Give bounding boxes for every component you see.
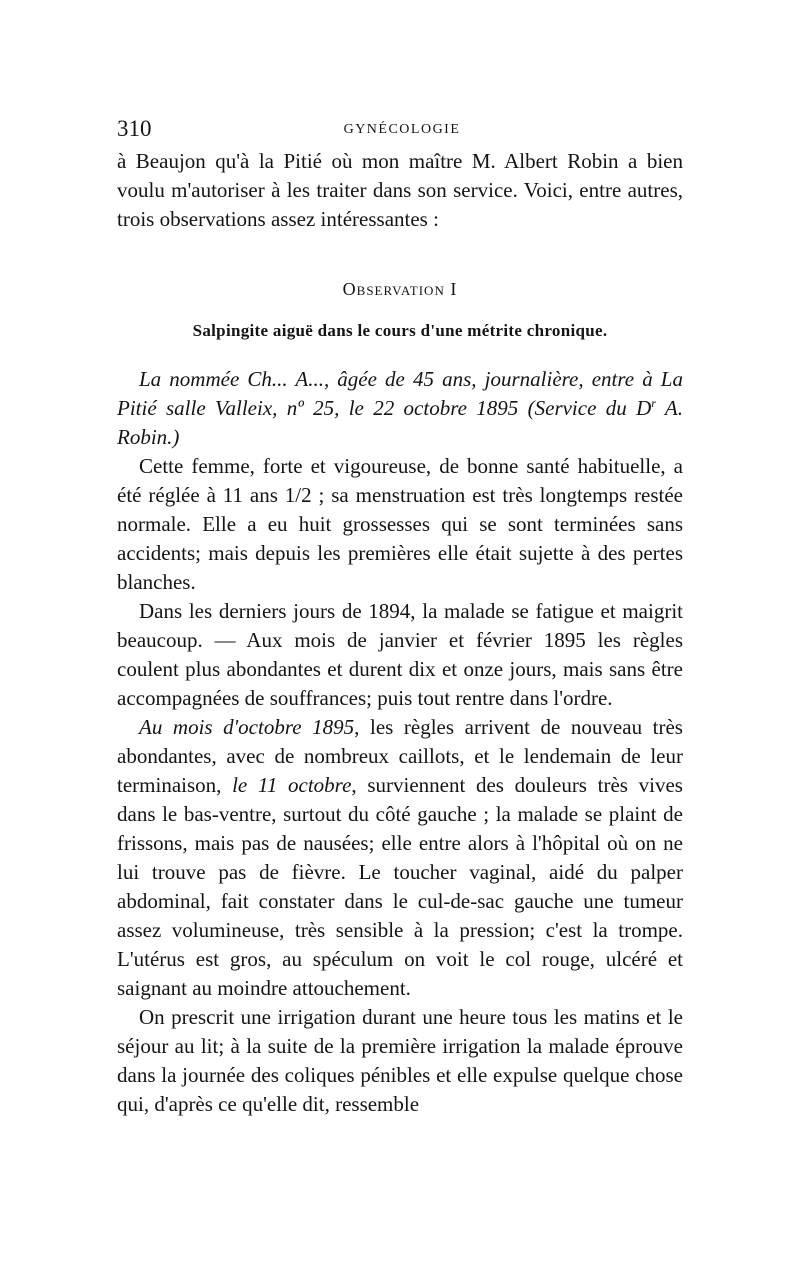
paragraph-1894: Dans les derniers jours de 1894, la malade se fatigue et maigrit beaucoup. — Aux mois de janvier et février 1895 les règles coulent plus abondantes et durent dix et onze jours, mais sans être accompagnées de souffrances; puis tout rentre dans l'ordre.: [117, 599, 683, 710]
case-intro-part2: A. Robin.): [117, 396, 683, 449]
case-intro-superscript: r: [651, 396, 656, 410]
page-header: [117, 116, 687, 142]
page-number: 310: [117, 116, 152, 141]
case-intro-part1: La nommée Ch... A..., âgée de 45 ans, journalière, entre à La Pitié salle Valleix, nº 25, le 22 octobre 1895 (Service du D: [117, 367, 683, 420]
intro-paragraph: à Beaujon qu'à la Pitié où mon maître M. Albert Robin a bien voulu m'autoriser à les traiter dans son service. Voici, entre autres, trois observations assez intéressantes :: [117, 149, 683, 231]
observation-subtitle: Salpingite aiguë dans le cours d'une métrite chronique.: [192, 321, 608, 340]
october-text-2: , surviennent des douleurs très vives dans le bas-ventre, surtout du côté gauche ; la malade se plaint de frissons, mais pas de nausées; elle entre alors à l'hôpital où on ne lui trouve pas de fièvre. Le toucher vaginal, aidé du palper abdominal, fait constater dans le cul-de-sac gauche une tumeur assez volumineuse, très sensible à la pression; c'est la trompe. L'utérus est gros, au spéculum on voit le col rouge, ulcéré et saignant au moindre attouchement.: [117, 773, 683, 1000]
running-head: GYNÉCOLOGIE: [343, 122, 461, 137]
body-text: [117, 147, 683, 1119]
case-intro-paragraph: [117, 365, 683, 452]
paragraph-history: Cette femme, forte et vigoureuse, de bonne santé habituelle, a été réglée à 11 ans 1/2 ; sa menstruation est très longtemps restée normale. Elle a eu huit grossesses qui se sont terminées sans accidents; mais depuis les premières elle était sujette à des pertes blanches.: [117, 454, 683, 594]
observation-title: Observation I: [342, 279, 458, 299]
october-date-italic: Au mois d'octobre 1895: [139, 715, 355, 739]
case-intro-text: [117, 367, 683, 449]
october-11-italic: le 11 octobre: [232, 773, 352, 797]
paragraph-treatment: On prescrit une irrigation durant une heure tous les matins et le séjour au lit; à la suite de la première irrigation la malade éprouve dans la journée des coliques pénibles et elle expulse quelque chose qui, d'après ce qu'elle dit, ressemble: [117, 1005, 683, 1116]
paragraph-october: [117, 713, 683, 1003]
october-text-1: , les règles arrivent de nouveau très abondantes, avec de nombreux caillots, et le lendemain de leur terminaison,: [117, 715, 683, 797]
